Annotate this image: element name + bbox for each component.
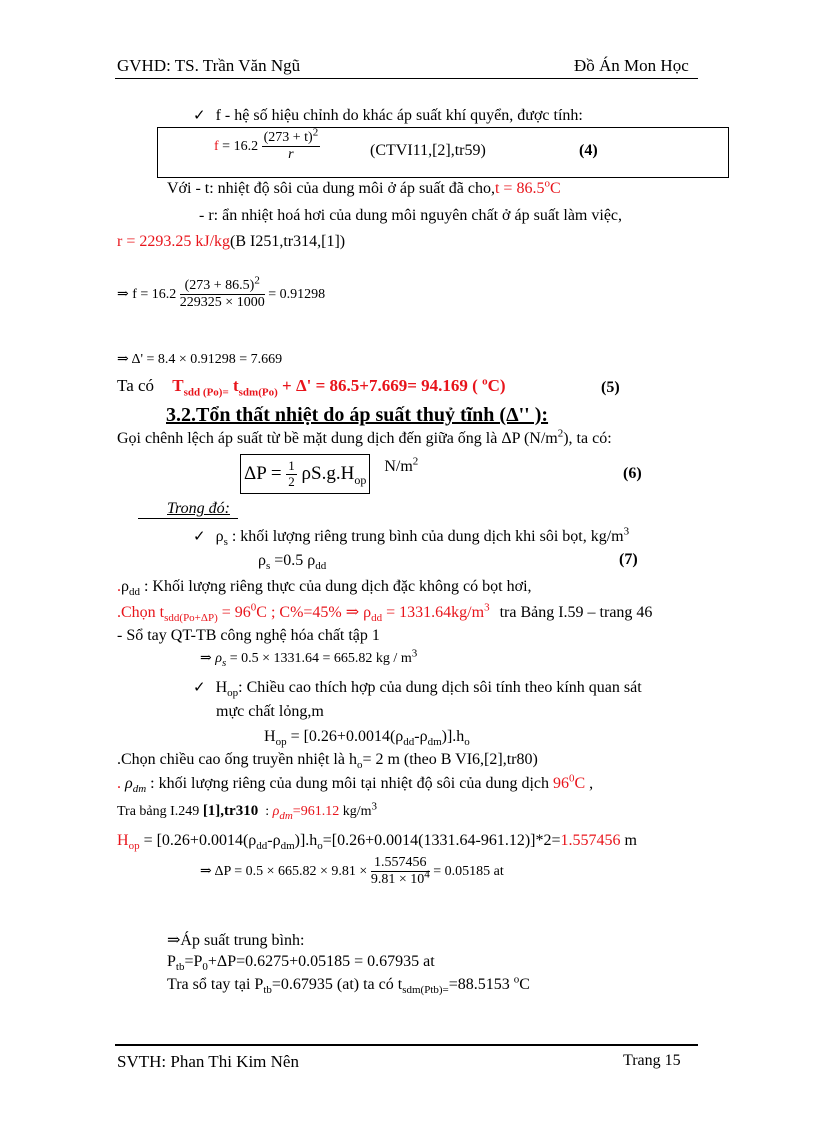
formula-4-fraction: $\frac{(273 + t)^2}{r}$ xyxy=(263,126,319,163)
hop-def-line2: mực chất lỏng,m xyxy=(216,703,324,720)
hop-calc: $H_{op} = [0.26+0.0014(\rho_{dd}-\rho_{dm})].h_o=[0.26+0.0014(1331.64-961.12)]*2=1.557456$ m xyxy=(117,832,637,853)
formula-4 xyxy=(214,126,320,163)
checkmark-icon: ✓ xyxy=(193,678,206,696)
ptb-line: $P_{tb}=P_0+\Delta P=0.6275+0.05185 = 0.67935$ at xyxy=(167,953,435,974)
hop-value: 1.557456 xyxy=(560,832,621,849)
t-value: $t = 86.5^oC$ xyxy=(494,177,561,197)
calc-f-den: 229325 × 1000 xyxy=(179,295,265,311)
tsdd-number: (5) xyxy=(601,379,620,396)
rho-s-number: (7) xyxy=(619,551,638,568)
calc-f-rhs: = 0.91298 xyxy=(268,286,326,302)
tsdd-expression: $T_{sdd (Po)=}$ $t_{sdm(Po)} + \Delta' = 86.5+7.669= 94.169$ ( $^o$C) xyxy=(172,375,506,399)
calc-dp-lhs: ⇒ ΔP = 0.5 × 665.82 × 9.81 × xyxy=(200,863,368,879)
trong-do-underline xyxy=(138,518,238,519)
chon-h0: .Chọn chiều cao ống truyền nhiệt là $h_o= 2$ m (theo B VI6,[2],tr80) xyxy=(117,751,538,772)
equation-6-rhs: ρS.g.H xyxy=(301,463,355,484)
calc-delta-prime: ⇒ Δ' = 8.4 × 0.91298 = 7.669 xyxy=(117,352,283,367)
equation-6-box: ΔP = $\frac{1}{2}$ $\rho S.g.H_{op}$ xyxy=(240,454,370,494)
formula-4-ref: (CTVI11,[2],tr59) xyxy=(370,142,486,159)
header-right: Đồ Án Mon Học xyxy=(574,56,689,75)
formula-4-lhs: f xyxy=(214,138,219,154)
ptb-heading: ⇒Áp suất trung bình: xyxy=(167,932,305,949)
section-3-2-title: 3.2.Tổn thất nhiệt do áp suất thuỷ tĩnh (Δ'' ): xyxy=(166,404,549,426)
r-line: - r: ẩn nhiệt hoá hơi của dung môi nguyên chất ở áp suất làm việc, xyxy=(199,207,623,224)
tsdd-line xyxy=(117,375,506,399)
bullet-hop: ✓ $H_{op}$: Chiều cao thích hợp của dung dịch sôi tính theo kính quan sát xyxy=(193,678,642,700)
equation-6 xyxy=(240,454,418,494)
rho-s-calc: ⇒ $\rho_s = 0.5 \times 1331.64 = 665.82$ kg / $m^3$ xyxy=(200,647,418,669)
t-line-text: Với - t: nhiệt độ sôi của dung môi ở áp suất đã cho, xyxy=(167,180,495,197)
calc-f-num: (273 + 86.5) xyxy=(184,278,255,293)
formula-4-den: r xyxy=(288,147,294,163)
t-line xyxy=(167,177,561,198)
r-ref: (B I251,tr314,[1]) xyxy=(230,233,346,250)
calc-dp-num: 1.557456 xyxy=(371,855,430,872)
formula-4-num: (273 + t) xyxy=(263,130,313,145)
equation-6-lhs: ΔP = xyxy=(244,463,282,484)
formula-4-number: (4) xyxy=(579,142,598,159)
calc-f-lhs: ⇒ f = 16.2 xyxy=(117,286,177,302)
hop-formula: $H_{op} = [0.26+0.0014(\rho_{dd}-\rho_{dm})].h_o$ xyxy=(264,728,470,749)
calc-dp xyxy=(200,855,504,888)
calc-f xyxy=(117,274,326,311)
footer-rule xyxy=(115,1044,698,1046)
r-value: r = 2293.25 kJ/kg xyxy=(117,233,231,250)
section-3-2-intro: Gọi chênh lệch áp suất từ bề mặt dung dịch đến giữa ống là ΔP $(N/m^2)$, ta có: xyxy=(117,427,612,447)
chon-line: .Chọn $t_{sdd(Po+\Delta P)} = 96^0C$ ; C%=45% ⇒ $\rho_{dd} = 1331.64kg/m^3$ tra Bảng I.59 – trang 46 xyxy=(117,601,653,625)
rho-dd-def: $.\rho_{dd}$ : Khối lượng riêng thực của dung dịch đặc không có bọt hơi, xyxy=(117,578,532,599)
so-tay-ref: - Sổ tay QT-TB công nghệ hóa chất tập 1 xyxy=(117,627,380,644)
checkmark-icon: ✓ xyxy=(193,106,206,124)
trong-do-label: Trong đó: xyxy=(167,500,230,517)
formula-box-4 xyxy=(157,127,729,178)
rho-s-equation: $\rho_s =0.5$ $\rho_{dd}$ xyxy=(258,552,327,573)
calc-dp-den: 9.81 × 10 xyxy=(370,872,425,888)
bullet-f xyxy=(193,106,583,125)
chon-ref: tra Bảng I.59 – trang 46 xyxy=(499,604,653,621)
footer-right: Trang 15 xyxy=(623,1052,681,1069)
calc-dp-fraction: $\frac{1.557456}{9.81 \times 10^4}$ xyxy=(370,855,430,888)
formula-4-coef: = 16.2 xyxy=(222,138,259,154)
equation-6-unit: $N/m^2$ xyxy=(384,455,419,475)
tra-bang-line: Tra bảng I.249 [1],tr310 : $\rho_{dm}=961.12$ $kg/m^3$ xyxy=(117,800,377,822)
rho-dm-def: . $\rho_{dm}$ : khối lượng riêng của dung môi tại nhiệt độ sôi của dung dịch $96^0C$ , xyxy=(117,772,594,796)
r-value-line xyxy=(117,233,345,251)
tsdd-prefix: Ta có xyxy=(117,376,155,395)
calc-f-fraction: $\frac{(273 + 86.5)^2}{229325 \times 1000}$ xyxy=(179,274,265,311)
ptb-tra: Tra sổ tay tại $P_{tb}=0.67935$ (at) ta có $t_{sdm(Ptb)=}=88.5153$ $^o$C xyxy=(167,973,530,997)
footer-left: SVTH: Phan Thi Kim Nên xyxy=(117,1052,299,1071)
calc-dp-rhs: = 0.05185 at xyxy=(433,863,504,879)
bullet-rho-s: ✓ $\rho_s$ : khối lượng riêng trung bình của dung dịch khi sôi bọt, $kg/m^3$ xyxy=(193,525,630,549)
header-rule xyxy=(115,78,698,79)
header-left: GVHD: TS. Trần Văn Ngũ xyxy=(117,56,301,75)
rho-dm-value: =961.12 xyxy=(292,804,340,819)
bullet-f-text: f - hệ số hiệu chỉnh do khác áp suất khí quyển, được tính: xyxy=(215,107,583,124)
equation-6-number: (6) xyxy=(623,465,642,482)
checkmark-icon: ✓ xyxy=(193,527,206,545)
